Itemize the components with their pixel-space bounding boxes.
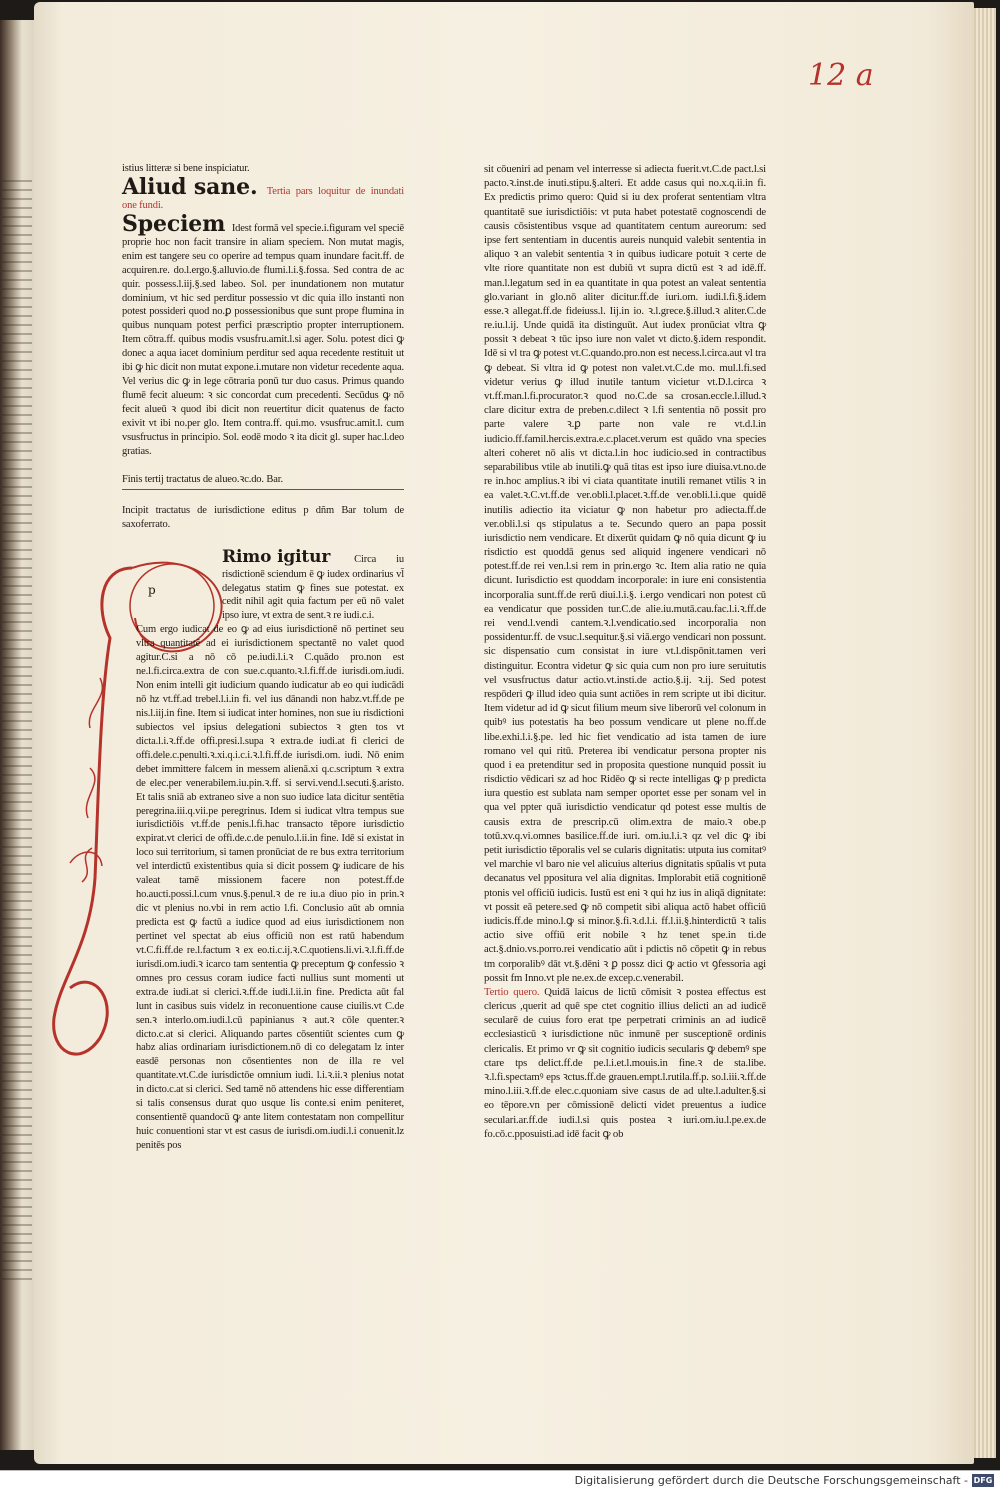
- section-speciem: [122, 210, 404, 459]
- section-primo-igitur: [122, 546, 404, 624]
- body-text: Idest formā vel specie.i.figuram vel speciē proprie hoc non facit transire in aliam speciem. Non mutat magis, enim est tangere seu co operire ad tempus quam inundare facit.ff. de acquiren.re. do.l.ergo.§.alluvio.de flumi.l.i.§.fossa. Sed contra de ac quir. possess.l.iij.§.sed labeo. Sol. per inundationem non mutatur dominium, vt hic sed perditur possessio vt dic quia illo instanti non potest possideri quod no.ꝑ possessionibus que sunt prope flumina in quibus nunquam potest perfici præscriptio propter interruptionem. Item cōtra.ff. quibus modis vsusfru.amit.l.si ager. Solu. potest dici ꝙ donec a aqua iacet dominium perditur sed aqua recedente restituit ut ibi ꝙ hic dicit non mutat expone.i.mutare non videtur recedente aqua. Vel verius dic ꝙ in lege cōtraria ponū tur duo casus. Primus quando flumē fecit alueum: ꝛ sic concordat cum precedenti. Secūdus ꝙ nō fecit alueū ꝛ quod ibi dicit non reuertitur dicit quatenus de facto exivit vt ibi no.per glo. Item contra.ff. qui.mo. vsusfruc.amit.l. cum vsusfructus in principio. Sol. eodē modo ꝛ ita dicit gl. super hac.l.deo gratias.: [122, 222, 404, 457]
- footer-bar: [0, 1470, 1000, 1492]
- heading-primo-igitur: Rimo igitur: [222, 546, 331, 567]
- body-paragraph: sit cōueniri ad penam vel interresse si adiecta fuerit.vt.C.de pact.l.si pacto.ꝛ.inst.de inuti.stipu.§.alteri. Et adde casus qui no.x.q.ii.in fi. Ex predictis primo quero: Quid si iu dex proferat sententiam vltra quantitatē sue iurisdictiōis: vt puta habet potestatē cognoscendi de causis cōsistentibus vsque ad quantitatem centum aureorum: sed ipse fert sententiam in ducentis aureis nunquid valebit sententia in aliquo ꝛ an valebit sententia ꝛ in quibus iudicare potuit ꝛ certe de vlte riore quantitate non est dubiū vt supra dictū est ꝛ ad idē.ff. man.l.legatum sed in ea quantitate in qua potest an valeat sententia glo.variant in glo.nō aliter dicitur.ff.de iuri.om. iudi.l.fi.§.idem esse.ꝛ allegat.ff.de fideiuss.l. Iij.in io. ꝛ.l.grece.§.illud.ꝛ aliter.C.de re.iu.l.ij. Unde quidā ita distinguūt. Aut iudex pronūciat vltra ꝙ possit ꝛ debeat ꝛ tūc ipso iure non valet vt dicto.§.idem respondit. Idē si vl tra ꝙ potest vt.C.quando.pro.non est necess.l.circa.aut vl tra ꝙ debeat. Si vltra id ꝙ potest non valet.vt.C.de mo. mul.l.fi.sed videtur verius ꝙ illud inutile tantum vicietur vt.D.l.circa ꝛ vt.ff.man.l.fi.procurator.ꝛ quod no.C.de sa crosan.eccle.l.illud.ꝛ clare dicitur extra de preben.c.dilect ꝛ l.fi sententia nō possit pro parte valere ꝛ.ꝑ parte non vale re vt.d.l.in iudicio.ff.famil.hercis.extra.e.c.placet.verum est quādo vna species alteri coheret nō alis vt dicta.l.in hoc iudicio.sed in contractibus separabilibus vtile ab inutili.ꝙ quā titas est ipso iure diuisa.vt.no.de re in.hoc amplius.ꝛ ibi vi ciata quantitate inutili remanet vtilis ꝛ in ea valet.ꝛ.C.vt.ff.de ver.obli.l.placet.ꝛ.ff.de ver.obli.l.i.que quidē inutilis adiectio ita viciatur ꝙ non habetur pro adiecta.ff.de ver.obli.l.si qs stipulatus a te. Secundo quero an papa possit iurisdictio nem vendicare. Et dixerūt quidam ꝙ nō quia dicunt ꝙ iu risdictio est quoddā genus sed aliquid ingenere vendicari nō potest.ff.de rei ven.l.si rem in prin.ergo ꝛc. Item alia ratio ne quia dicunt. Iurisdictio est quoddam incorporale: in iure eni consistentia incorporalia sunt.ff.de rerū diui.l.i.§. i.ergo vendicari non potest cū ea vendicatur que possiden tur.C.de alie.iu.mutā.cau.fac.l.i.ꝛ.ff.de rei vend.l.vendi cantem.ꝛ.l.vendicatio.sed incorporalia non possidentur.ff. de vsuc.l.sequitur.§.si viā.ergo vendicari non possunt. sic dispensatio cum consistat in iure vt.l.dispōnit.tamen veri distinguitur. Econtra videtur ꝙ sic quia cum non pro iure seruitutis vel vsusfructus datur actio.vt.insti.de actio.§.ij. ꝛ.ij. Sed potest respōderi ꝙ illud ideo quia sunt actiōes in rem scripte ut ibi dicitur. Item videtur ad id ꝙ sicut filium meum sive liberorū vel colonum in quibꝰ ius potestatis ha beo possum vendicare ut plene no.ff.de libe.exhi.l.i.§.pe. led hic fiet vendicatio ad ista tamen de iure romano vel qui ritū. Preterea ibi vendicatur persona propter nis quod i ea pretenditur sed in proposita questione nunquid possit iu risdictio vēdicari sz ad hoc Ridēo ꝙ si recte intelligas ꝙ p predicta iura questio est sublata nam semper oportet esse per sonam vel in qua vel ppter quā iurisdictio vendicatur qd potest esse multis de causis extra de prescrip.cū olim.extra de maio.ꝛ obe.p totū.xv.q.vi.omnes basilice.ff.de iuri. om.iu.l.i.ꝛ qz vel dic ꝙ ibi petit iurisdictio tēporalis vel se cularis dignitatis: utputa ius comitatꝰ vel marchie vl baro nie vel alicuius alterius dignitatis spūalis vt puta decanatus vel ppositura vel alia dignitas. Implorabit etiā cognitionē ptonis vel officiū iudicis. Iustū est eni ꝛ qui hz ius in aliqā dignitate: vt possit eā petere.sed ꝙ nō competit sibi aliqua actō habet officiū iudicis.ff.de mino.l.ꝙ si minor.§.fi.ꝛ.d.l.i. ff.l.ii.§.hinterdictū ꝛ talis actio sive offiū erit nobile ꝛ hz tenet spe.in ti.de act.§.dnio.vs.porro.rei vendicatio aūt i pdictis nō cōpetit ꝙ in rebus tm corporalibꝰ dāt vt.§.dēni ꝛ ꝑ possz dici ꝙ actio vt ꝯfessoria agi possit fm Inno.vt ple ne.ex.de excep.c.venerabil.: [484, 163, 766, 984]
- opening-line: istius litteræ si bene inspiciatur.: [122, 163, 250, 174]
- body-text: Quidā laicus de lictū cōmisit ꝛ postea effectus est clericus ,querit ad quē spe ctet cognitio illius delicti an ad iudicē secularē de cuius foro erat tpe perpetrati criminis an ad iudicē ecclesiasticū ꝛ iurisdictione nūc inmunē per susceptionē ordinis clericalis. Et primo vr ꝙ sit cognitio iudicis secularis ꝙ debemꝰ spe ctare tps delict.ff.de pe.l.i.et.l.mouis.in fine.ꝛ de sta.libe. ꝛ.l.fi.spectamꝰ eps ꝛctus.ff.de grauen.empt.l.rutila.ff.p. so.l.iii.ꝛ.ff.de mino.l.iii.ꝛ.ff.de elec.c.quoniam sive casus de ad ulte.l.adulter.§.si eo tēpore.vn per cōmissionē delicti videt preuentus a iudice seculari.ar.ff.de iudi.l.si quis postea ꝛ iuri.om.iu.l.pe.ex.de fo.cō.c.pposuisti.ad idē facit ꝙ ob: [484, 985, 766, 1140]
- heading-aliud-sane: Aliud sane.: [122, 173, 258, 200]
- section-tertio-quero: [484, 985, 766, 1141]
- dfg-logo-icon[interactable]: DFG: [973, 1476, 993, 1485]
- rubric-text: Tertia pars loquitur de inundati one fundi.: [122, 185, 404, 211]
- initial-guide-letter: p: [148, 583, 156, 597]
- incipit-line: Incipit tractatus de iurisdictione editus p dñm Bar tolum de saxoferrato.: [122, 504, 404, 530]
- footer-credit: Digitalisierung gefördert durch die Deutsche Forschungsgemeinschaft -: [574, 1474, 968, 1487]
- left-column: [122, 162, 404, 1153]
- finis-line: Finis tertij tractatus de alueo.ꝛc.do. Bar.: [122, 473, 404, 490]
- right-column: [484, 162, 766, 1141]
- body-text: Circa iu risdictionē sciendum ē ꝙ iudex ordinarius vl̄ delegatus statim ꝙ fines sue potestat. ex cedit nihil agit quia factum per eū nō valet ipso iure, vt extra de sent.ꝛ re iudi.c.i.: [222, 553, 404, 622]
- rubric-label: Tertio quero.: [484, 985, 540, 998]
- section-aliud-sane: [122, 173, 404, 213]
- folio-number: 12 a: [808, 58, 874, 93]
- heading-speciem: Speciem: [122, 210, 226, 237]
- body-paragraph: Cum ergo iudicat de eo ꝙ ad eius iurisdictionē nō pertinet seu vltra quantitatē ad ei iurisdictionem spectantē no valet quod agitur.C.si a nō cō pe.iudi.l.i.ꝛ C.quādo pro.non est ne.l.fi.circa.extra de con sue.c.quanto.ꝛ.l.fi.ff.de iurisdi.om.iudi. Non enim intelli git iudicium quando iudicatur ab eo qui iudicādi nō hz vt.ff.ad trebel.l.i.in fi. vel ius dānandi non habz.vt.ff.de pe nis.l.iij.in fine. Item si iudicat inter homines, non sue iu risdictioni subiectos vel ipsius delegationi subiectos ꝛ gten tos vt dicta.l.i.ꝛ.ff.de offi.presi.l.supa ꝛ extra.de iudi.at fi clerici de offi.dele.c.penulti.ꝛ.xi.q.i.c.i.ꝛ.l.fi.ff.de iurisdi.om. iudi. Nō enim debet immittere falcem in messem alienā.xi q.c.scriptum ꝛ extra de elec.per venerabilem.iu.pin.ꝛ.ff. si servi.vend.l.secuti.§.aristo. Et talis sniā ab extraneo sive a non suo iudice lata dicitur sentētia peregrina.iii.q.vii.pe peregrinus. Idem si iudicat vltra tempus sue iurisdictiōis vt.ff.de penis.l.fi.hac transacto tēpore iurisdictio expirat.vt clerici de offi.de.c.de penulo.l.ii.in fine. Idē si existat in loco sui territorium, si tamen pronūciat de re bus extra territorium vel interdictū existentibus quia si dicit possem ꝙ iudicare de his valeat tamē missionem facere non potest.ff.de ho.aucti.possi.l.cum vnus.§.penul.ꝛ de re iu.a diuo pio in prin.ꝛ dic vt plenius no.vbi in rem actio l.fi. Conclusio aūt ab omnia predicta est ꝙ factū a iudice quod ad eius iurisdictionem non pertinet vel spectat ab eius officiū non est ratū habendum vt.C.fi.ff.de re.l.factum ꝛ ex eo.ti.c.ij.ꝛ.C.quotiens.li.vi.ꝛ.l.fi.ff.de iurisdi.om.iudi.ꝛ icarco tam sententia ꝙ preceptum ꝙ confessio ꝛ omnes pro cessus coram iudice facti nullius sunt momenti ut extra.de iudi.at si clerici.ꝛ.ff.de iudi.l.ii.in fine. Predicta aūt fal lunt in casibus suis videlz in reconuentione cause ciuilis.vt C.de sen.ꝛ interlo.om.iudi.l.cū papinianus ꝛ aut.ꝛ cōle quenter.ꝛ dicto.c.at si clerici. Aliquando partes cōsentiūt scientes cum ꝙ habz alias ordinariam iurisdictionem.nō di co delegatam lz inter easdē personas non cōsentientes non de illa re vel quantitate.vt.C.de iurisdictōe omnium iudi. l.i.ꝛ.ii.ꝛ plenius notat in dicto.c.at si clerici. Sed tamē nō attendens hic esse differentiam si talis consensus durat quo usque lis conte.si enim peniteret, consentientē quandocū ꝙ ante litem contestatam non compellitur huic conuentioni star vt est casus de iurisdi.om.iudi.l.i conuenit.lz penitēs pos: [136, 624, 404, 1151]
